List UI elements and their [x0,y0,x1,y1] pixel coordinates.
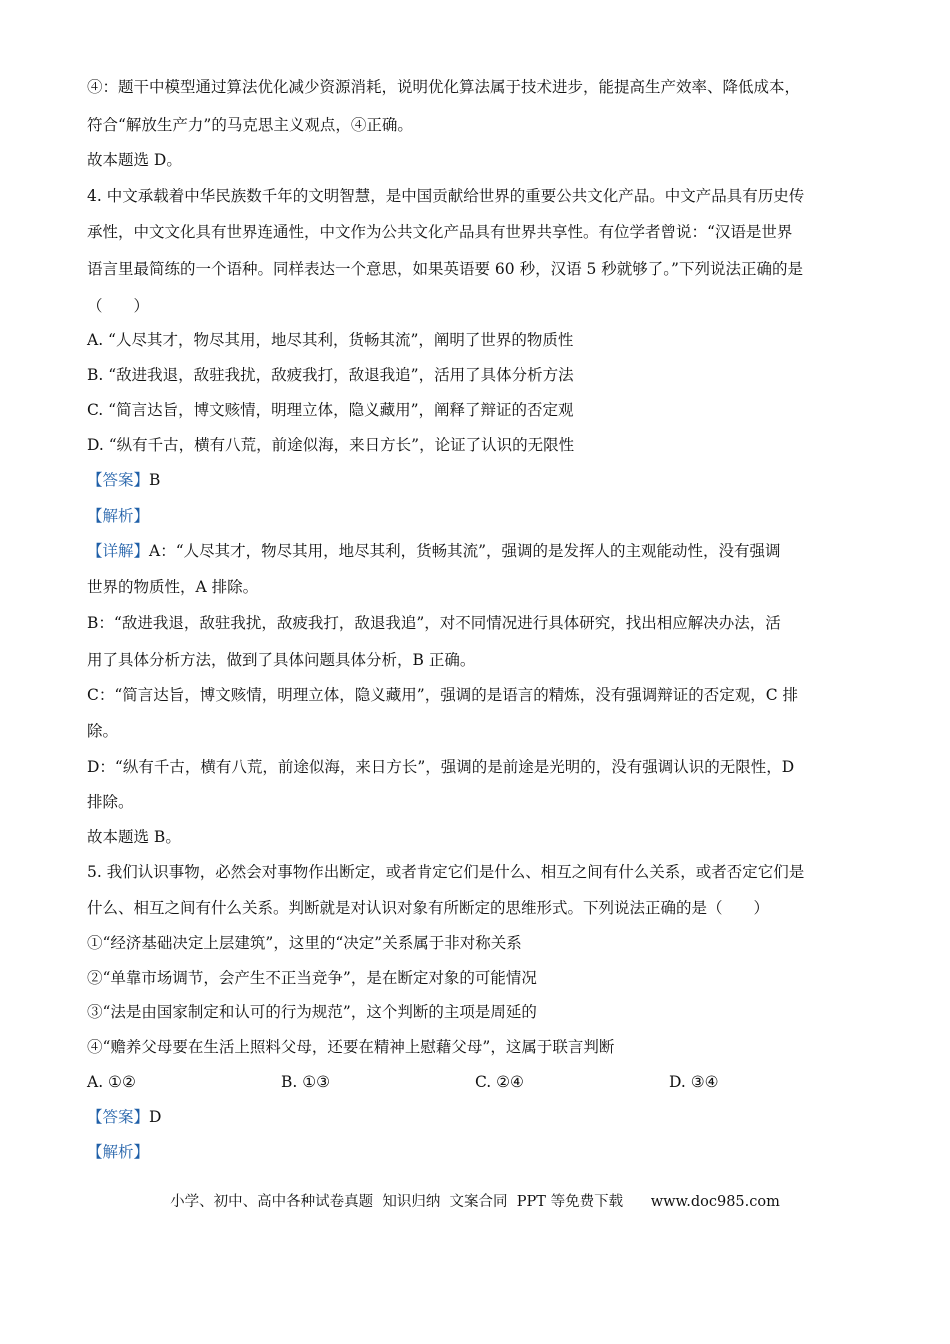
text-line: 什么、相互之间有什么关系。判断就是对认识对象有所断定的思维形式。下列说法正确的是（ ） [87,899,770,917]
text-line: 故本题选 D。 [87,151,182,169]
option-b: B. “敌进我退，敌驻我扰，敌疲我打，敌退我追”，活用了具体分析方法 [87,366,574,384]
question-5-stem: 5. 我们认识事物，必然会对事物作出断定，或者肯定它们是什么、相互之间有什么关系，或者否定它们是 [87,863,805,881]
option-c: C. “简言达旨，博文赅情，明理立体，隐义藏用”，阐释了辩证的否定观 [87,401,574,419]
option-c: C. ②④ [475,1073,524,1091]
text-line: 排除。 [87,793,134,811]
text-line: D：“纵有千古，横有八荒，前途似海，来日方长”，强调的是前途是光明的，没有强调认识的无限性，D [87,758,795,776]
statement-4: ④“赡养父母要在生活上照料父母，还要在精神上慰藉父母”，这属于联言判断 [87,1038,615,1056]
text-line: 用了具体分析方法，做到了具体问题具体分析，B 正确。 [87,651,476,669]
text-line: ④：题干中模型通过算法优化减少资源消耗，说明优化算法属于技术进步，能提高生产效率、降低成本， [87,78,801,96]
statement-2: ②“单靠市场调节，会产生不正当竞争”，是在断定对象的可能情况 [87,969,537,987]
answer-line: 【答案】D [87,1108,162,1126]
analysis-tag: 【解析】 [87,1143,150,1161]
page-footer: 小学、初中、高中各种试卷真题 知识归纳 文案合同 PPT 等免费下载 www.doc985.com [170,1194,780,1210]
text-line: B：“敌进我退，敌驻我扰，敌疲我打，敌退我追”，对不同情况进行具体研究，找出相应解决办法，活 [87,614,781,632]
detail-line: 【详解】A：“人尽其才，物尽其用，地尽其利，货畅其流”，强调的是发挥人的主观能动性，没有强调 [87,542,781,560]
text-line: C：“简言达旨，博文赅情，明理立体，隐义藏用”，强调的是语言的精炼，没有强调辩证的否定观，C 排 [87,686,798,704]
option-a: A. ①② [87,1073,136,1091]
detail-tag: 【详解】 [87,542,150,560]
question-4-stem: 4. 中文承载着中华民族数千年的文明智慧，是中国贡献给世界的重要公共文化产品。中文产品具有历史传 [87,187,805,205]
text-line: 语言里最简练的一个语种。同样表达一个意思，如果英语要 60 秒，汉语 5 秒就够了。”下列说法正确的是 [87,260,803,278]
statement-1: ①“经济基础决定上层建筑”，这里的“决定”关系属于非对称关系 [87,934,522,952]
text-line: （ ） [87,297,150,315]
answer-line: 【答案】B [87,471,161,489]
text-line: 承性，中文文化具有世界连通性，中文作为公共文化产品具有世界共享性。有位学者曾说：“汉语是世界 [87,223,793,241]
answer-tag: 【答案】 [87,471,150,489]
option-d: D. ③④ [669,1073,719,1091]
text-line: 除。 [87,722,119,740]
option-d: D. “纵有千古，横有八荒，前途似海，来日方长”，论证了认识的无限性 [87,436,575,454]
text-line: 世界的物质性，A 排除。 [87,578,259,596]
option-b: B. ①③ [281,1073,331,1091]
answer-tag: 【答案】 [87,1108,150,1126]
text-line: 故本题选 B。 [87,828,181,846]
analysis-tag: 【解析】 [87,507,150,525]
statement-3: ③“法是由国家制定和认可的行为规范”，这个判断的主项是周延的 [87,1003,537,1021]
text-line: 符合“解放生产力”的马克思主义观点，④正确。 [87,116,413,134]
analysis-heading [87,506,149,526]
option-a: A. “人尽其才，物尽其用，地尽其利，货畅其流”，阐明了世界的物质性 [87,331,574,349]
analysis-heading [87,1142,149,1162]
